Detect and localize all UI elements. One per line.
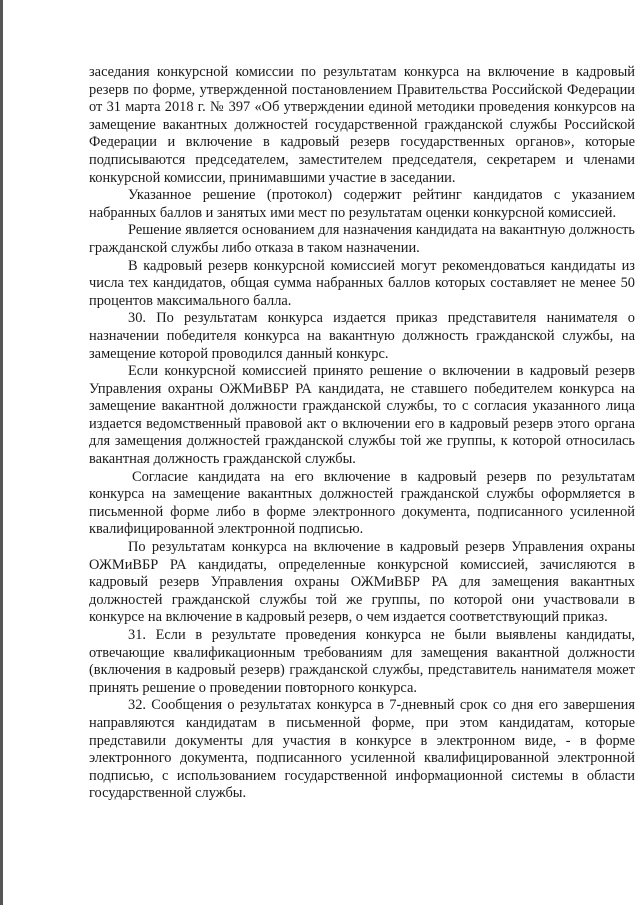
paragraph-reserve-results: По результатам конкурса на включение в кадровый резерв Управления охраны ОЖМиВБР РА кандидаты, определенные конкурсной комиссией, зачисляются в кадровый резерв Управления охраны ОЖМиВБР РА для замещения вакантных должностей гражданской службы той же группы, по которой они участвовали в конкурсе на включение в кадровый резерв, о чем издается соответствующий приказ.	[89, 539, 635, 626]
paragraph-item-32: 32. Сообщения о результатах конкурса в 7-дневный срок со дня его завершения направляются кандидатам в письменной форме, при этом кандидатам, которые представили документы для участия в конкурсе в электронном виде, - в форме электронного документа, подписанного усиленной квалифицированной электронной подписью, с использованием государственной информационной системы в области государственной службы.	[89, 697, 635, 802]
paragraph-item-30: 30. По результатам конкурса издается приказ представителя нанимателя о назначении победителя конкурса на вакантную должность гражданской службы, на замещение которой проводился данный конкурс.	[89, 310, 635, 362]
paragraph-item-31: 31. Если в результате проведения конкурса не были выявлены кандидаты, отвечающие квалификационным требованиям для замещения вакантной должности (включения в кадровый резерв) гражданской службы, представитель нанимателя может принять решение о проведении повторного конкурса.	[89, 627, 635, 696]
paragraph-decision: Решение является основанием для назначения кандидата на вакантную должность гражданской службы либо отказа в таком назначении.	[89, 222, 635, 256]
paragraph-reserve-recommendation: В кадровый резерв конкурсной комиссией могут рекомендоваться кандидаты из числа тех кандидатов, общая сумма набранных баллов которых составляет не менее 50 процентов максимального балла.	[89, 257, 635, 309]
paragraph-continuation: заседания конкурсной комиссии по результатам конкурса на включение в кадровый резерв по форме, утвержденной постановлением Правительства Российской Федерации от 31 марта 2018 г. № 397 «Об утверждении единой методики проведения конкурсов на замещение вакантных должностей государственной гражданской службы Российской Федерации и включение в кадровый резерв государственных органов», которые подписываются председателем, заместителем председателя, секретарем и членами конкурсной комиссии, принимавшими участие в заседании.	[89, 64, 635, 186]
paragraph-reserve-inclusion: Если конкурсной комиссией принято решение о включении в кадровый резерв Управления охраны ОЖМиВБР РА кандидата, не ставшего победителем конкурса на замещение вакантной должности гражданской службы, то с согласия указанного лица издается ведомственный правовой акт о включении его в кадровый резерв этого органа для замещения должностей гражданской службы той же группы, к которой относилась вакантная должность гражданской службы.	[89, 363, 635, 468]
paragraph-consent: Согласие кандидата на его включение в кадровый резерв по результатам конкурса на замещение вакантных должностей гражданской службы оформляется в письменной форме либо в форме электронного документа, подписанного усиленной квалифицированной электронной подписью.	[89, 468, 635, 538]
scan-edge	[0, 0, 3, 905]
paragraph-rating: Указанное решение (протокол) содержит рейтинг кандидатов с указанием набранных баллов и занятых ими мест по результатам оценки конкурсной комиссией.	[89, 187, 635, 221]
document-body	[89, 64, 635, 803]
